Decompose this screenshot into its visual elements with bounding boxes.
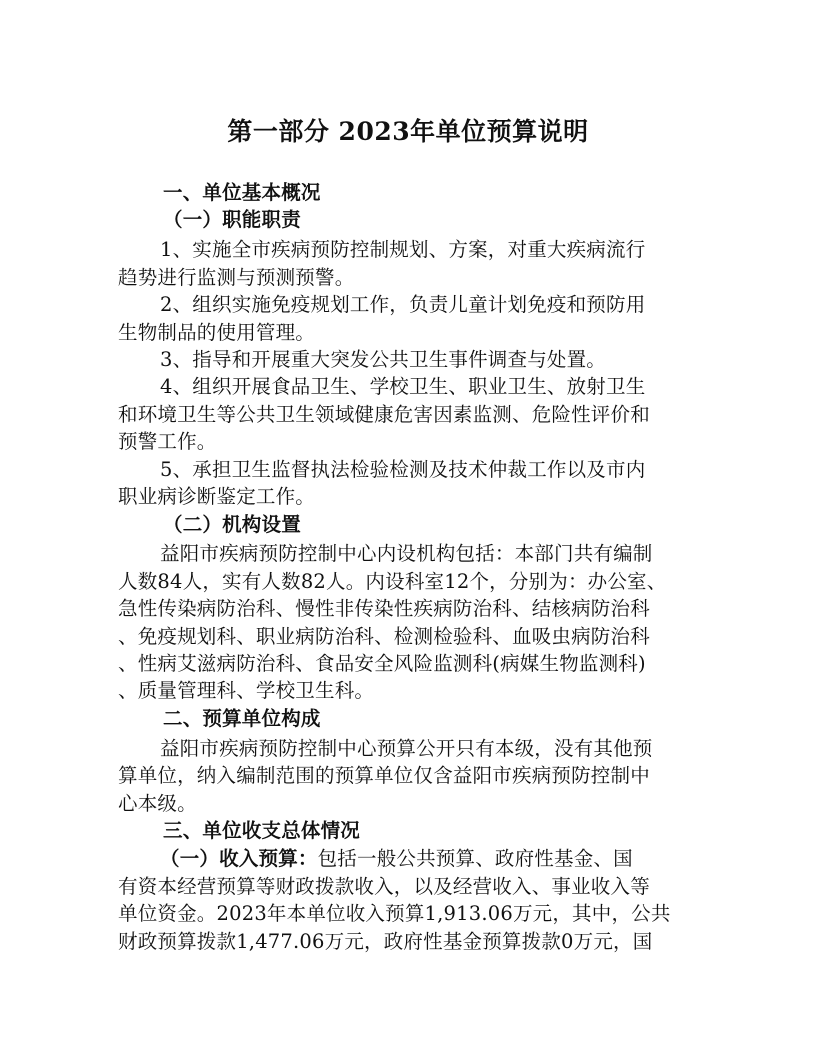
paragraph-line: 益阳市疾病预防控制中心内设机构包括：本部门共有编制 xyxy=(160,542,653,565)
paragraph-line: 4、组织开展食品卫生、学校卫生、职业卫生、放射卫生 xyxy=(160,375,646,398)
paragraph-line: 有资本经营预算等财政拨款收入，以及经营收入、事业收入等 xyxy=(118,875,650,898)
subsection-heading-functions: （一）职能职责 xyxy=(163,208,301,231)
page-title: 第一部分 2023年单位预算说明 xyxy=(227,117,589,146)
paragraph-line: 1、实施全市疾病预防控制规划、方案，对重大疾病流行 xyxy=(160,238,646,261)
section-heading-2: 二、预算单位构成 xyxy=(163,707,321,730)
paragraph-line: 3、指导和开展重大突发公共卫生事件调查与处置。 xyxy=(160,348,607,371)
income-budget-text: 包括一般公共预算、政府性基金、国 xyxy=(317,847,633,870)
paragraph-line: 2、组织实施免疫规划工作，负责儿童计划免疫和预防用 xyxy=(160,293,646,316)
paragraph-line: 、质量管理科、学校卫生科。 xyxy=(118,679,375,702)
paragraph-line: 、性病艾滋病防治科、食品安全风险监测科(病媒生物监测科) xyxy=(118,652,646,675)
paragraph-line: 急性传染病防治科、慢性非传染性疾病防治科、结核病防治科 xyxy=(118,597,650,620)
paragraph-line: 预警工作。 xyxy=(118,430,217,453)
subsection-heading-organization: （二）机构设置 xyxy=(163,513,301,536)
paragraph-line: 单位资金。2023年本单位收入预算1,913.06万元，其中，公共 xyxy=(118,902,671,925)
paragraph-line: 和环境卫生等公共卫生领域健康危害因素监测、危险性评价和 xyxy=(118,403,650,426)
section-heading-1: 一、单位基本概况 xyxy=(163,181,321,204)
paragraph-line: 、免疫规划科、职业病防治科、检测检验科、血吸虫病防治科 xyxy=(118,625,650,648)
paragraph-line: 5、承担卫生监督执法检验检测及技术仲裁工作以及市内 xyxy=(160,458,646,481)
paragraph-line: 心本级。 xyxy=(118,792,197,815)
paragraph-line: 人数84人，实有人数82人。内设科室12个，分别为：办公室、 xyxy=(118,570,667,593)
paragraph-line: 生物制品的使用管理。 xyxy=(118,321,316,344)
paragraph-line: 算单位，纳入编制范围的预算单位仅含益阳市疾病预防控制中 xyxy=(118,764,650,787)
paragraph-line-income xyxy=(160,845,750,873)
paragraph-line: 职业病诊断鉴定工作。 xyxy=(118,485,316,508)
section-heading-3: 三、单位收支总体情况 xyxy=(163,819,361,842)
paragraph-line: 财政预算拨款1,477.06万元，政府性基金预算拨款0万元，国 xyxy=(118,930,653,953)
paragraph-line: 趋势进行监测与预测预警。 xyxy=(118,266,355,289)
paragraph-line: 益阳市疾病预防控制中心预算公开只有本级，没有其他预 xyxy=(160,737,653,760)
income-budget-label: （一）收入预算： xyxy=(160,847,318,870)
